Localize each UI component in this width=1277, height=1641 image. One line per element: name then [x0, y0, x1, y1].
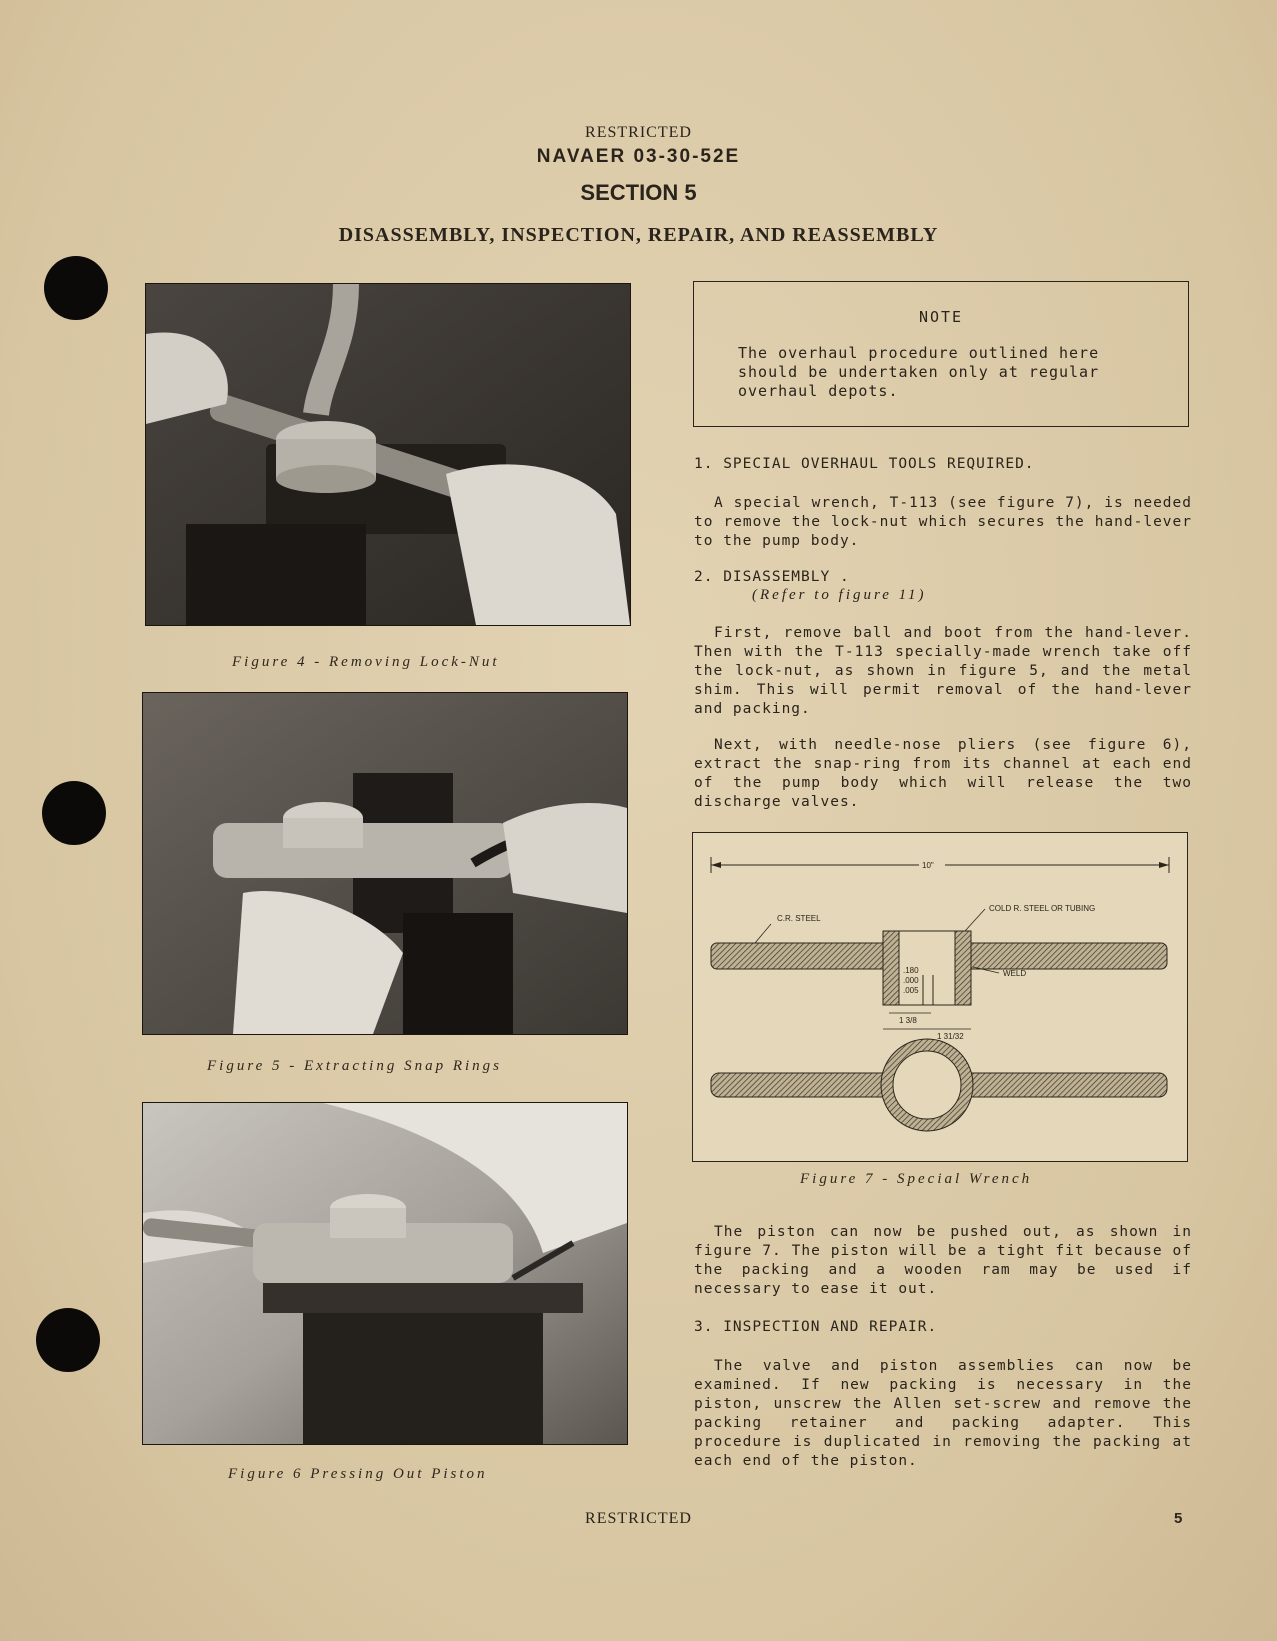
- footer-classification: RESTRICTED: [585, 1510, 692, 1527]
- dim-000-label: .000: [903, 976, 919, 985]
- dim-1-31-32-label: 1 31/32: [937, 1032, 964, 1041]
- section-2-paragraph-3: The piston can now be pushed out, as shown in figure 7. The piston will be a tight fit because of the packing and a wooden ram may be used if necessary to ease it out.: [694, 1224, 1192, 1297]
- figure-7-caption: Figure 7 - Special Wrench: [800, 1171, 1033, 1187]
- dim-1-3-8-label: 1 3/8: [899, 1016, 917, 1025]
- figure-6-caption: Figure 6 Pressing Out Piston: [228, 1466, 488, 1482]
- section-2-paragraph-1: First, remove ball and boot from the hand-lever. Then with the T-113 specially-made wrench take off the lock-nut, as shown in figure 5, and the metal shim. This will permit removal of the hand-lever and packing.: [694, 625, 1192, 717]
- section-2-heading: 2. DISASSEMBLY .: [694, 569, 850, 585]
- label-cr-steel: C.R. STEEL: [777, 914, 821, 923]
- dim-length-label: 10": [922, 861, 934, 870]
- figure-5-caption: Figure 5 - Extracting Snap Rings: [207, 1058, 502, 1074]
- section-label: SECTION 5: [580, 180, 697, 205]
- section-3-heading: 3. INSPECTION AND REPAIR.: [694, 1319, 938, 1335]
- header-classification: RESTRICTED: [585, 124, 692, 141]
- doc-number: NAVAER 03-30-52E: [536, 146, 741, 167]
- dim-180-label: .180: [903, 966, 919, 975]
- figure-4-caption: Figure 4 - Removing Lock-Nut: [232, 654, 500, 670]
- section-2-subheading: (Refer to figure 11): [752, 587, 927, 603]
- section-3-paragraph: The valve and piston assemblies can now be examined. If new packing is necessary in the piston, unscrew the Allen set-screw and remove the packing retainer and packing adapter. This procedure is duplicated in removing the packing at each end of the piston.: [694, 1358, 1192, 1469]
- figure-7-diagram: [692, 832, 1188, 1162]
- note-box: [693, 281, 1189, 427]
- punch-hole: [44, 256, 108, 320]
- dim-005-label: .005: [903, 986, 919, 995]
- figure-4-photo: [145, 283, 631, 626]
- section-2-paragraph-2: Next, with needle-nose pliers (see figure 6), extract the snap-ring from its channel at each end of the pump body which will release the two discharge valves.: [694, 737, 1192, 810]
- page-number: 5: [1174, 1510, 1183, 1527]
- page-title: DISASSEMBLY, INSPECTION, REPAIR, AND REASSEMBLY: [338, 224, 939, 246]
- punch-hole: [36, 1308, 100, 1372]
- section-1-heading: 1. SPECIAL OVERHAUL TOOLS REQUIRED.: [694, 456, 1035, 472]
- figure-6-photo: [142, 1102, 628, 1445]
- figure-5-photo: [142, 692, 628, 1035]
- section-1-paragraph: A special wrench, T-113 (see figure 7), is needed to remove the lock-nut which secures the hand-lever to the pump body.: [694, 495, 1192, 549]
- note-text: The overhaul procedure outlined here should be undertaken only at regular overhaul depots.: [738, 344, 1100, 400]
- label-weld: WELD: [1003, 969, 1027, 978]
- label-cold-steel: COLD R. STEEL OR TUBING: [989, 904, 1096, 913]
- punch-hole: [42, 781, 106, 845]
- note-title: NOTE: [918, 308, 964, 326]
